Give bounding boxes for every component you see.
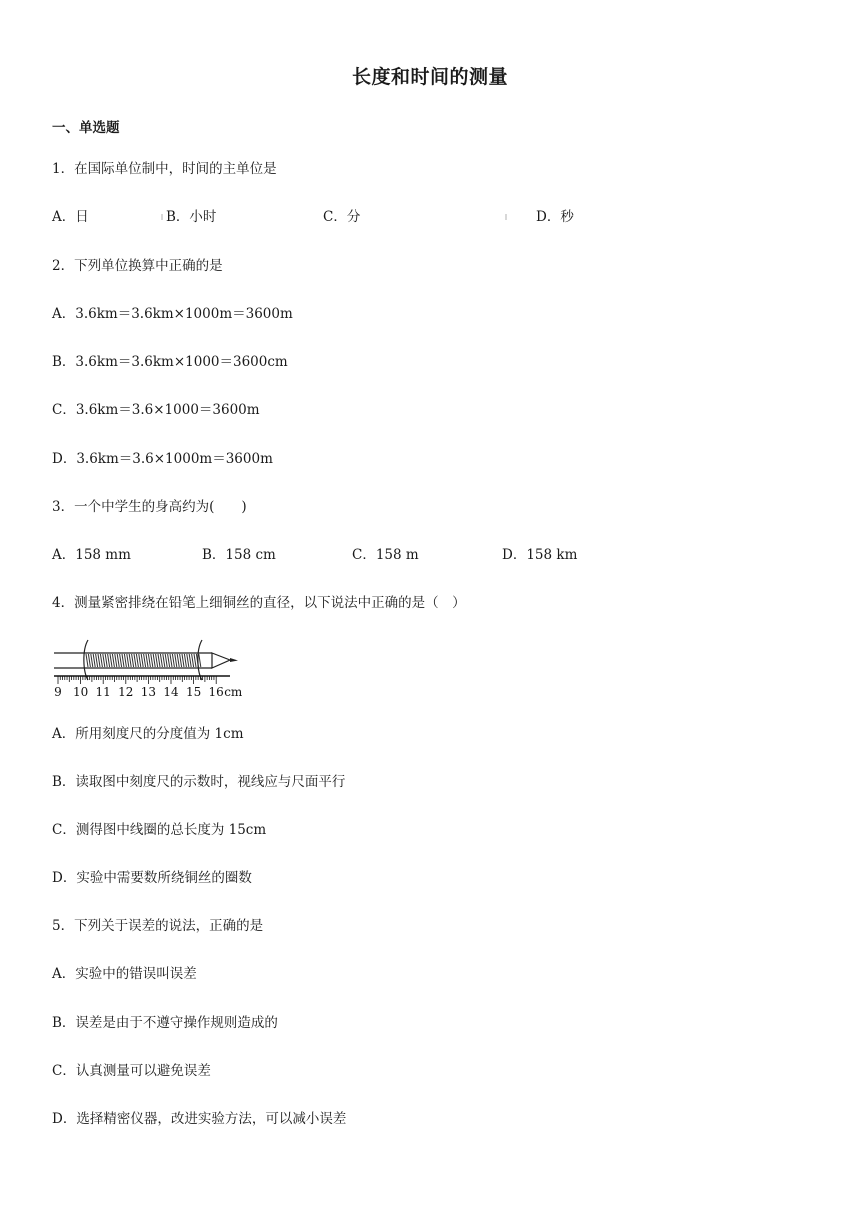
question-5-option-a: A．实验中的错误叫误差	[52, 966, 197, 982]
coil-turn	[93, 654, 95, 667]
ruler-unit-label: cm	[224, 685, 243, 699]
question-3-option-a: A．158 mm	[52, 547, 131, 563]
coil-turn	[115, 654, 117, 667]
ruler-tick-label: 11	[95, 685, 111, 699]
coil-turn	[103, 654, 105, 667]
question-4-option-c: C．测得图中线圈的总长度为 15cm	[52, 822, 267, 838]
coil-turn	[180, 654, 182, 667]
coil-turn	[182, 654, 184, 667]
coil-turn	[163, 654, 165, 667]
coil-turn	[160, 654, 162, 667]
ruler-tick-label: 9	[54, 685, 62, 699]
coil-turn	[112, 654, 114, 667]
question-2-option-c: C．3.6km＝3.6×1000＝3600m	[52, 402, 260, 418]
coil-turn	[175, 654, 177, 667]
coil-turn	[168, 654, 170, 667]
question-4-stem: 4．测量紧密排绕在铅笔上细铜丝的直径，以下说法中正确的是（ ）	[52, 595, 466, 611]
question-2-option-d: D．3.6km＝3.6×1000m＝3600m	[52, 451, 273, 467]
coil-turn	[100, 654, 102, 667]
scan-artifact-mark	[161, 214, 163, 220]
coil-turn	[184, 654, 186, 667]
coil-turn	[127, 654, 129, 667]
ruler-scale	[54, 676, 230, 684]
question-3-option-d: D．158 km	[502, 547, 578, 563]
coil-turn	[151, 654, 153, 667]
coil-turn	[91, 654, 93, 667]
ruler-tick-label: 10	[72, 685, 89, 699]
question-1-option-b: B．小时	[166, 209, 217, 225]
coil-turn	[122, 654, 124, 667]
coil-turn	[124, 654, 126, 667]
question-1-stem: 1．在国际单位制中，时间的主单位是	[52, 161, 277, 177]
coil-turn	[144, 654, 146, 667]
pencil-coil-ruler-figure	[52, 634, 252, 702]
coil-turn	[146, 654, 148, 667]
question-1-option-c: C．分	[323, 209, 361, 225]
coil-turn	[86, 654, 88, 667]
question-4-option-b: B．读取图中刻度尺的示数时，视线应与尺面平行	[52, 774, 346, 790]
question-5-stem: 5．下列关于误差的说法，正确的是	[52, 918, 264, 934]
coil-turn	[132, 654, 134, 667]
coil-turn	[187, 654, 189, 667]
ruler-labels	[54, 685, 243, 699]
coil-turn	[141, 654, 143, 667]
ruler-tick-label: 15	[185, 685, 202, 699]
coil-turn	[96, 654, 98, 667]
coil-turn	[170, 654, 172, 667]
coil-turn	[172, 654, 174, 667]
question-5-option-c: C．认真测量可以避免误差	[52, 1063, 211, 1079]
coil-turn	[129, 654, 131, 667]
question-5-option-d: D．选择精密仪器，改进实验方法，可以减小误差	[52, 1111, 347, 1127]
coil-turn	[108, 654, 110, 667]
coil-turn	[156, 654, 158, 667]
coil-turn	[189, 654, 191, 667]
question-5-option-b: B．误差是由于不遵守操作规则造成的	[52, 1015, 278, 1031]
question-4-option-a: A．所用刻度尺的分度值为 1cm	[52, 726, 244, 742]
coil-turn	[134, 654, 136, 667]
copper-coil-icon	[86, 654, 201, 667]
ruler-tick-label: 12	[118, 685, 134, 699]
coil-turn	[139, 654, 141, 667]
ruler-tick-label: 16	[208, 685, 224, 699]
coil-turn	[105, 654, 107, 667]
question-4-option-d: D．实验中需要数所绕铜丝的圈数	[52, 870, 252, 886]
question-2-option-a: A．3.6km＝3.6km×1000m＝3600m	[52, 306, 293, 322]
coil-turn	[177, 654, 179, 667]
coil-turn	[88, 654, 90, 667]
question-3-option-c: C．158 m	[352, 547, 419, 563]
scan-artifact-mark	[505, 214, 507, 220]
ruler-tick-label: 14	[163, 685, 179, 699]
section-heading: 一、单选题	[52, 120, 120, 136]
coil-turn	[165, 654, 167, 667]
coil-turn	[148, 654, 150, 667]
question-1-option-a: A．日	[52, 209, 89, 225]
page-title: 长度和时间的测量	[351, 66, 508, 88]
question-2-option-b: B．3.6km＝3.6km×1000＝3600cm	[52, 354, 288, 370]
coil-turn	[110, 654, 112, 667]
question-3-option-b: B．158 cm	[202, 547, 276, 563]
coil-turn	[194, 654, 196, 667]
coil-turn	[153, 654, 155, 667]
coil-turn	[117, 654, 119, 667]
coil-turn	[120, 654, 122, 667]
question-3-stem: 3．一个中学生的身高约为( )	[52, 499, 247, 515]
coil-turn	[192, 654, 194, 667]
question-2-stem: 2．下列单位换算中正确的是	[52, 258, 223, 274]
question-1-option-d: D．秒	[536, 209, 574, 225]
ruler-tick-label: 13	[140, 685, 157, 699]
coil-turn	[158, 654, 160, 667]
coil-turn	[199, 654, 201, 667]
coil-turn	[136, 654, 138, 667]
coil-turn	[98, 654, 100, 667]
